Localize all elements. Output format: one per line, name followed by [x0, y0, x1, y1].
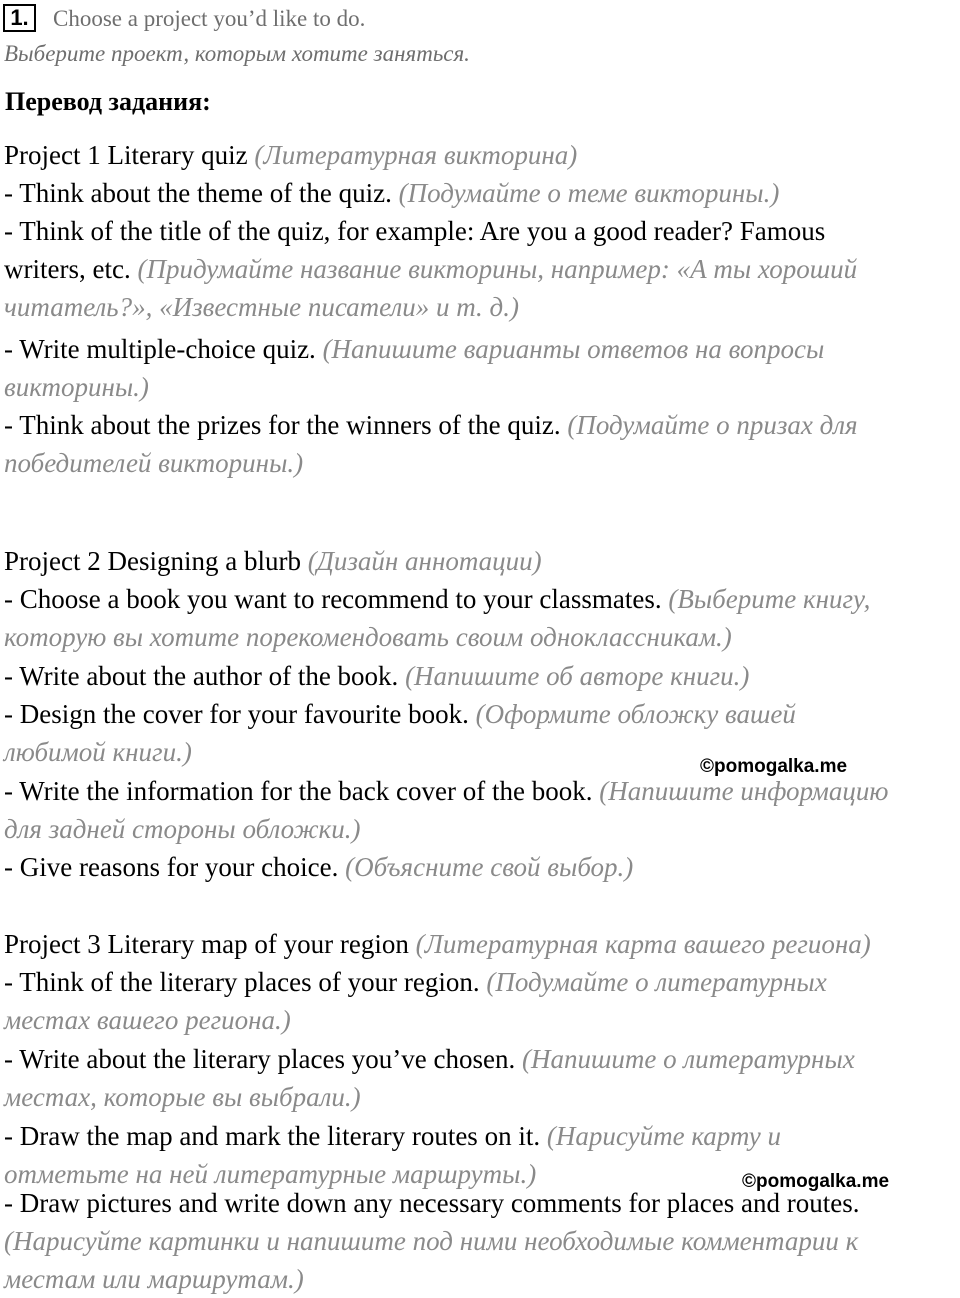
russian-translation: (Напишите о литературных	[521, 1044, 855, 1074]
text-line	[4, 925, 871, 963]
english-text: - Write multiple-choice quiz.	[4, 334, 323, 364]
russian-translation: (Дизайн аннотации)	[307, 546, 542, 576]
text-line	[4, 695, 796, 733]
text-line	[4, 733, 192, 771]
english-text: - Think of the literary places of your region.	[4, 967, 487, 997]
text-line	[4, 657, 749, 695]
text-line	[4, 1117, 781, 1155]
russian-translation: (Подумайте о теме викторины.)	[398, 178, 780, 208]
english-text: Project 2 Designing a blurb	[4, 546, 308, 576]
text-line	[4, 810, 360, 848]
russian-translation: победителей викторины.)	[4, 448, 304, 478]
text-line	[4, 542, 542, 580]
text-line	[4, 580, 870, 618]
russian-translation: (Напишите об авторе книги.)	[405, 661, 750, 691]
text-line	[4, 330, 824, 368]
english-text: Project 1 Literary quiz	[4, 140, 255, 170]
text-line	[4, 288, 519, 326]
text-line	[4, 250, 857, 288]
english-text: - Write about the author of the book.	[4, 661, 406, 691]
english-text: - Draw the map and mark the literary routes on it.	[4, 1121, 547, 1151]
english-text: - Design the cover for your favourite book.	[4, 699, 476, 729]
watermark: ©pomogalka.me	[742, 1171, 890, 1192]
text-line	[4, 444, 303, 482]
russian-translation: (Литературная викторина)	[254, 140, 578, 170]
text-line	[4, 368, 149, 406]
russian-translation: местах вашего региона.)	[4, 1005, 291, 1035]
text-line	[4, 174, 779, 212]
text-line	[4, 963, 827, 1001]
russian-translation: для задней стороны обложки.)	[4, 814, 361, 844]
english-text: - Give reasons for your choice.	[4, 852, 346, 882]
english-text: - Write the information for the back cover of the book.	[4, 776, 600, 806]
russian-translation: местам или маршрутам.)	[4, 1264, 304, 1294]
english-text: - Write about the literary places you’ve chosen.	[4, 1044, 522, 1074]
english-text: - Think of the title of the quiz, for example: Are you a good reader? Famous	[4, 216, 826, 246]
text-line	[4, 212, 825, 250]
text-line	[4, 1260, 304, 1298]
english-text: - Think about the prizes for the winners of the quiz.	[4, 410, 568, 440]
russian-translation: (Объясните свой выбор.)	[345, 852, 634, 882]
russian-translation: (Напишите варианты ответов на вопросы	[322, 334, 825, 364]
english-text: writers, etc.	[4, 254, 138, 284]
task-instruction-en: Choose a project you’d like to do.	[53, 6, 366, 31]
russian-translation: (Литературная карта вашего региона)	[415, 929, 871, 959]
russian-translation: читатель?», «Известные писатели» и т. д.)	[4, 292, 519, 322]
english-text: - Choose a book you want to recommend to your classmates.	[4, 584, 669, 614]
text-line	[4, 406, 858, 444]
russian-translation: (Нарисуйте картинки и напишите под ними необходимые комментарии к	[4, 1226, 859, 1256]
russian-translation: (Подумайте о призах для	[567, 410, 858, 440]
russian-translation: викторины.)	[4, 372, 149, 402]
english-text: - Think about the theme of the quiz.	[4, 178, 399, 208]
text-line	[4, 1184, 859, 1222]
russian-translation: отметьте на ней литературные маршруты.)	[4, 1159, 537, 1189]
text-line	[4, 1222, 858, 1260]
russian-translation: любимой книги.)	[4, 737, 192, 767]
text-line	[4, 848, 633, 886]
task-number-box: 1.	[3, 4, 36, 32]
text-line	[4, 1040, 855, 1078]
text-line	[4, 136, 577, 174]
english-text: - Draw pictures and write down any necessary comments for places and routes.	[4, 1188, 860, 1218]
text-line	[4, 1001, 291, 1039]
task-instruction-ru: Выберите проект, которым хотите заняться.	[4, 41, 470, 66]
russian-translation: (Нарисуйте карту и	[546, 1121, 781, 1151]
russian-translation: которую вы хотите порекомендовать своим одноклассникам.)	[4, 622, 732, 652]
russian-translation: (Подумайте о литературных	[486, 967, 827, 997]
russian-translation: (Оформите обложку вашей	[475, 699, 796, 729]
text-line	[4, 1078, 361, 1116]
watermark: ©pomogalka.me	[700, 756, 848, 777]
translation-heading: Перевод задания:	[5, 87, 211, 116]
english-text: Project 3 Literary map of your region	[4, 929, 416, 959]
text-line	[4, 618, 732, 656]
russian-translation: (Придумайте название викторины, например: «А ты хороший	[137, 254, 858, 284]
russian-translation: (Напишите информацию	[599, 776, 889, 806]
russian-translation: местах, которые вы выбрали.)	[4, 1082, 361, 1112]
russian-translation: (Выберите книгу,	[668, 584, 871, 614]
